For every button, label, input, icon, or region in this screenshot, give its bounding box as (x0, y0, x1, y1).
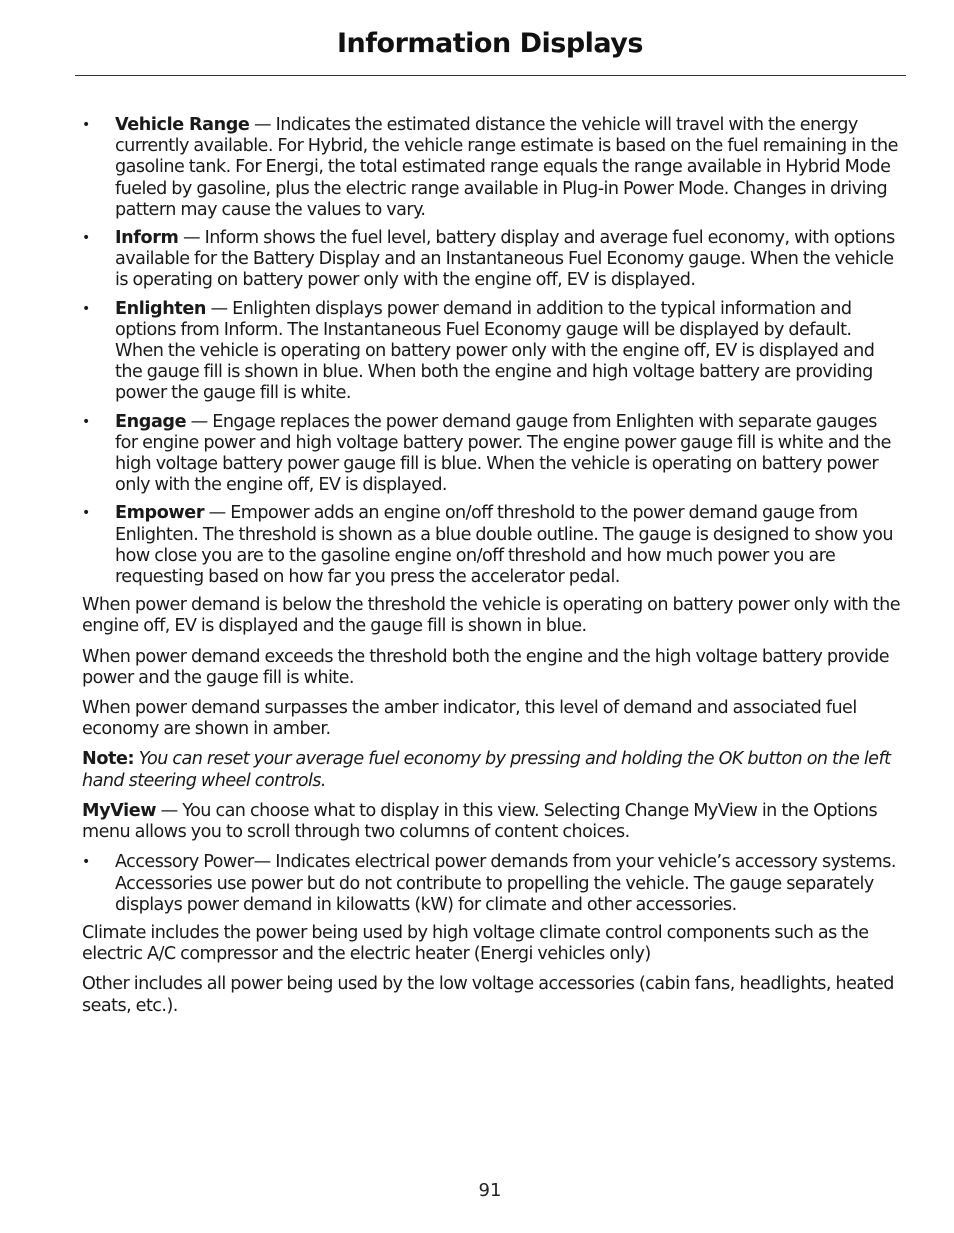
note-paragraph (82, 749, 902, 791)
bullet-icon: • (82, 230, 90, 247)
term-description: — Inform shows the fuel level, battery display and average fuel economy, with options available for the Battery Display and an Instantaneous Fuel Economy gauge. When the vehicle is operating on battery power only with the engine off, EV is displayed. (115, 228, 895, 291)
paragraph-amber-indicator: When power demand surpasses the amber indicator, this level of demand and associated fuel economy are shown in amber. (82, 698, 857, 740)
list-item-text: Accessory Power— Indicates electrical power demands from your vehicle’s accessory systems. Accessories use power but do not contribute to propelling the vehicle. The gauge separately displays power demand in kilowatts (kW) for climate and other accessories. (115, 852, 896, 915)
term-description: — Empower adds an engine on/off threshold to the power demand gauge from Enlighten. The threshold is shown as a blue double outline. The gauge is designed to show you how close you are to the gasoline engine on/off threshold and how much power you are requesting based on how far you press the accelerator pedal. (115, 503, 893, 588)
bullet-icon: • (82, 854, 90, 871)
bullet-icon: • (82, 117, 90, 133)
list-item-inform (82, 228, 902, 292)
term-label: Engage (115, 411, 187, 432)
note-label: Note: (82, 749, 135, 770)
term-label: Enlighten (115, 298, 206, 319)
myview-paragraph (82, 801, 902, 843)
page-number: 91 (478, 1180, 502, 1201)
title-divider (75, 75, 906, 76)
paragraph-exceeds-threshold: When power demand exceeds the threshold both the engine and the high voltage battery provide power and the gauge fill is white. (82, 646, 890, 688)
display-modes-list (82, 115, 902, 588)
list-item-empower (82, 503, 902, 588)
bullet-icon: • (82, 413, 90, 430)
note-text: You can reset your average fuel economy by pressing and holding the OK button on the left hand steering wheel controls. (82, 749, 891, 791)
term-description: — Indicates the estimated distance the vehicle will travel with the energy currently available. For Hybrid, the vehicle range estimate is based on the fuel remaining in the gasoline tank. For Energi, the total estimated range equals the range available in Hybrid Mode fueled by gasoline, plus the electric range available in Plug-in Power Mode. Changes in driving pattern may cause the values to vary. (115, 115, 898, 220)
paragraph-climate: Climate includes the power being used by high voltage climate control components such as the electric A/C compressor and the electric heater (Energi vehicles only) (82, 922, 869, 965)
term-label: Empower (115, 503, 205, 524)
list-item-enlighten (82, 299, 902, 405)
myview-options-list (82, 852, 902, 916)
bullet-icon: • (82, 300, 90, 317)
myview-term: MyView (82, 800, 157, 821)
term-label: Vehicle Range (115, 115, 250, 135)
term-description: — Enlighten displays power demand in addition to the typical information and options from Inform. The Instantaneous Fuel Economy gauge will be displayed by default. When the vehicle is operating on battery power only with the engine off, EV is displayed and the gauge fill is shown in blue. When both the engine and high voltage battery are providing power the gauge fill is white. (115, 298, 875, 404)
list-item-engage (82, 412, 902, 497)
page-body (82, 115, 902, 1026)
paragraph-other: Other includes all power being used by the low voltage accessories (cabin fans, headlights, heated seats, etc.). (82, 974, 894, 1016)
list-item-vehicle-range (82, 115, 902, 221)
bullet-icon: • (82, 505, 90, 522)
list-item-accessory-power (82, 852, 902, 916)
page-title: Information Displays (337, 28, 643, 59)
term-label: Inform (115, 228, 179, 249)
paragraph-below-threshold: When power demand is below the threshold the vehicle is operating on battery power only with the engine off, EV is displayed and the gauge fill is shown in blue. (82, 595, 901, 637)
term-description: — Engage replaces the power demand gauge from Enlighten with separate gauges for engine power and high voltage battery power. The engine power gauge fill is white and the high voltage battery power gauge fill is blue. When the vehicle is operating on battery power only with the engine off, EV is displayed. (115, 411, 891, 496)
myview-description: — You can choose what to display in this view. Selecting Change MyView in the Options menu allows you to scroll through two columns of content choices. (82, 800, 878, 843)
